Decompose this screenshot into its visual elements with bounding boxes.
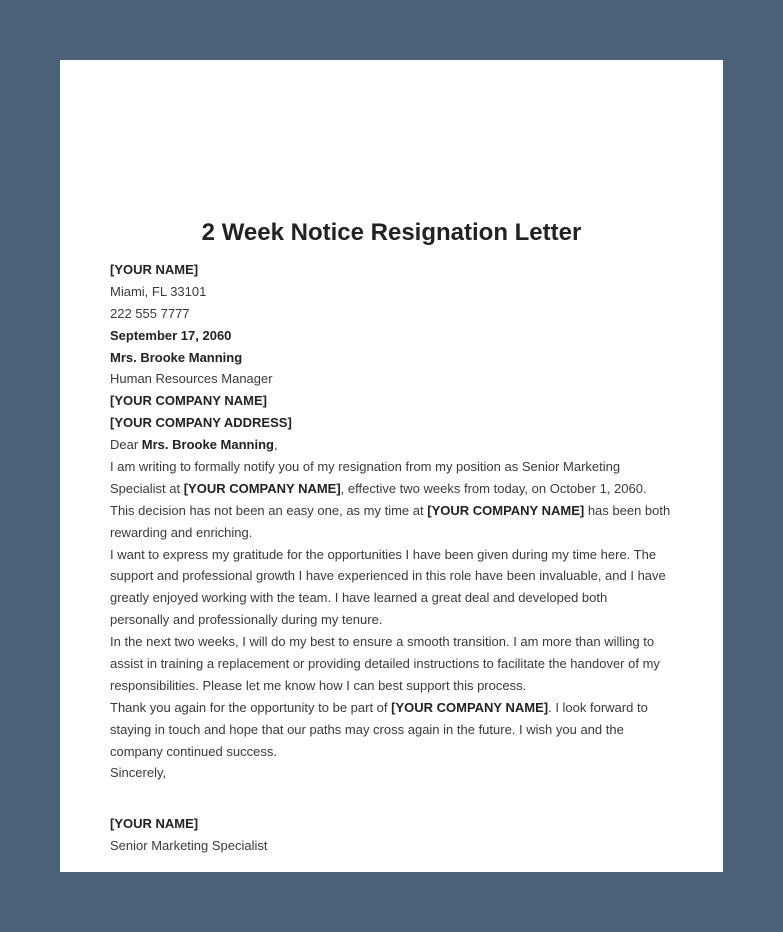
salutation-prefix: Dear — [110, 437, 142, 453]
text-run: has been both — [584, 502, 671, 518]
paragraph-1-line-4: rewarding and enriching. — [110, 524, 253, 540]
text-run: Specialist at — [110, 480, 184, 496]
company-placeholder: [YOUR COMPANY NAME] — [427, 502, 585, 518]
company-placeholder: [YOUR COMPANY NAME] — [391, 699, 549, 715]
recipient-title: Human Resources Manager — [110, 371, 273, 387]
paragraph-4-line-3: company continued success. — [110, 743, 277, 759]
signature-name: [YOUR NAME] — [110, 815, 199, 831]
text-run: Thank you again for the opportunity to be part of — [110, 699, 392, 715]
salutation — [110, 434, 690, 456]
recipient-name: Mrs. Brooke Manning — [110, 349, 243, 365]
paragraph-3-line-2: assist in training a replacement or providing detailed instructions to facilitate the handover of my — [110, 656, 660, 672]
paragraph-2-line-1: I want to express my gratitude for the opportunities I have been given during my time here. The — [110, 546, 657, 562]
paragraph-2-line-3: greatly enjoyed working with the team. I have learned a great deal and developed both — [110, 590, 608, 606]
letter-page — [60, 60, 723, 872]
paragraph-1-line-2 — [110, 478, 690, 500]
recipient-address: [YOUR COMPANY ADDRESS] — [110, 415, 292, 431]
paragraph-3-line-3: responsibilities. Please let me know how I can best support this process. — [110, 677, 527, 693]
paragraph-3-line-1: In the next two weeks, I will do my best to ensure a smooth transition. I am more than willing to — [110, 634, 655, 650]
paragraph-4-line-2: staying in touch and hope that our paths may cross again in the future. I wish you and the — [110, 721, 624, 737]
company-placeholder: [YOUR COMPANY NAME] — [183, 480, 341, 496]
text-run: , effective two weeks from today, on October 1, 2060. — [340, 480, 647, 496]
sender-phone: 222 555 7777 — [110, 305, 190, 321]
letter-date: September 17, 2060 — [110, 327, 232, 343]
signature-spacer — [110, 784, 690, 813]
recipient-company: [YOUR COMPANY NAME] — [110, 393, 267, 409]
page-title: 2 Week Notice Resignation Letter — [201, 219, 582, 246]
signature-title: Senior Marketing Specialist — [110, 837, 268, 853]
letter-body — [110, 259, 690, 857]
paragraph-4-line-1 — [110, 697, 690, 719]
paragraph-1-line-3 — [110, 500, 690, 522]
sender-city: Miami, FL 33101 — [110, 283, 207, 299]
closing: Sincerely, — [110, 765, 167, 781]
salutation-suffix: , — [273, 437, 278, 453]
paragraph-2-line-2: support and professional growth I have experienced in this role have been invaluable, and I have — [110, 568, 666, 584]
salutation-name: Mrs. Brooke Manning — [141, 437, 274, 453]
sender-name: [YOUR NAME] — [110, 262, 199, 277]
paragraph-2-line-4: personally and professionally during my tenure. — [110, 612, 383, 628]
text-run: . I look forward to — [548, 699, 648, 715]
paragraph-1-line-1: I am writing to formally notify you of my resignation from my position as Senior Marketing — [110, 459, 621, 475]
text-run: This decision has not been an easy one, as my time at — [110, 502, 428, 518]
